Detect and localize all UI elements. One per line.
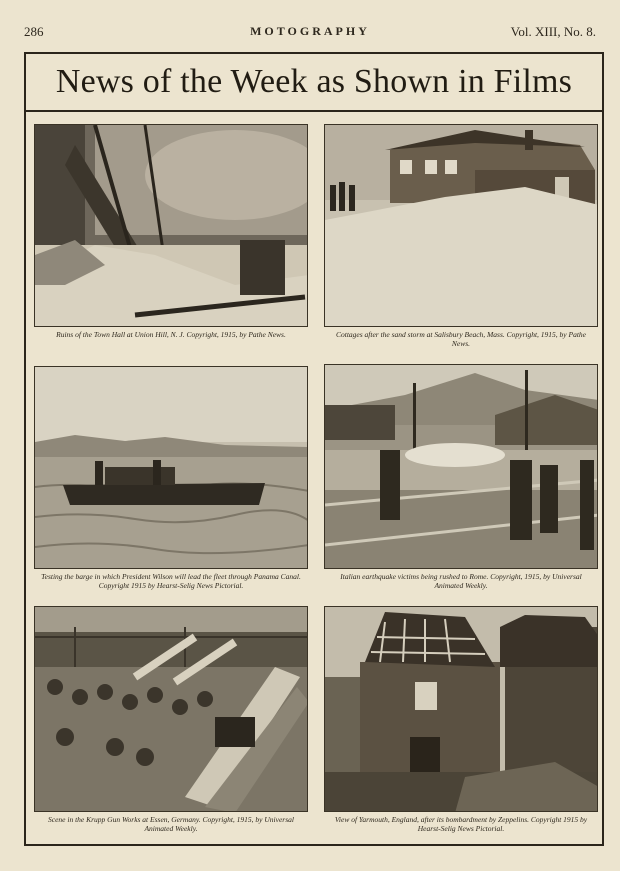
photo-caption: Italian earthquake victims being rushed to Rome. Copyright, 1915, by Universal Animated Weekly. — [340, 572, 582, 590]
running-head — [24, 24, 596, 40]
photo-sand-storm-cottages — [324, 124, 598, 327]
photo-caption: Ruins of the Town Hall at Union Hill, N. J. Copyright, 1915, by Pathe News. — [56, 330, 286, 339]
photo-cell-krupp-gun-works — [34, 606, 308, 833]
photo-caption: Cottages after the sand storm at Salisbury Beach, Mass. Copyright, 1915, by Pathe News. — [336, 330, 586, 348]
photo-cell-earthquake-victims — [324, 364, 598, 590]
photo-caption: View of Yarmouth, England, after its bombardment by Zeppelins. Copyright 1915 by Hearst-Selig News Pictorial. — [334, 815, 588, 833]
title-box — [26, 54, 602, 112]
photo-cell-sand-storm-cottages — [324, 124, 598, 348]
photo-caption: Scene in the Krupp Gun Works at Essen, Germany. Copyright, 1915, by Universal Animated Weekly. — [48, 815, 294, 833]
volume-number: Vol. XIII, No. 8. — [510, 24, 596, 39]
photo-town-hall-ruins — [34, 124, 308, 327]
page-frame — [24, 52, 604, 846]
page-number: 286 — [24, 24, 44, 39]
photo-krupp-gun-works — [34, 606, 308, 812]
photo-cell-yarmouth-bombardment — [324, 606, 598, 833]
photo-earthquake-victims — [324, 364, 598, 569]
journal-name: MOTOGRAPHY — [250, 24, 370, 38]
photo-cell-town-hall-ruins — [34, 124, 308, 339]
photo-wilson-barge — [34, 366, 308, 569]
page-title: News of the Week as Shown in Films — [55, 63, 573, 100]
photo-cell-wilson-barge — [34, 366, 308, 590]
photo-yarmouth-bombardment — [324, 606, 598, 812]
photo-caption: Testing the barge in which President Wilson will lead the fleet through Panama Canal. Copyright 1915 by Hearst-Selig News Pictorial. — [41, 572, 301, 590]
